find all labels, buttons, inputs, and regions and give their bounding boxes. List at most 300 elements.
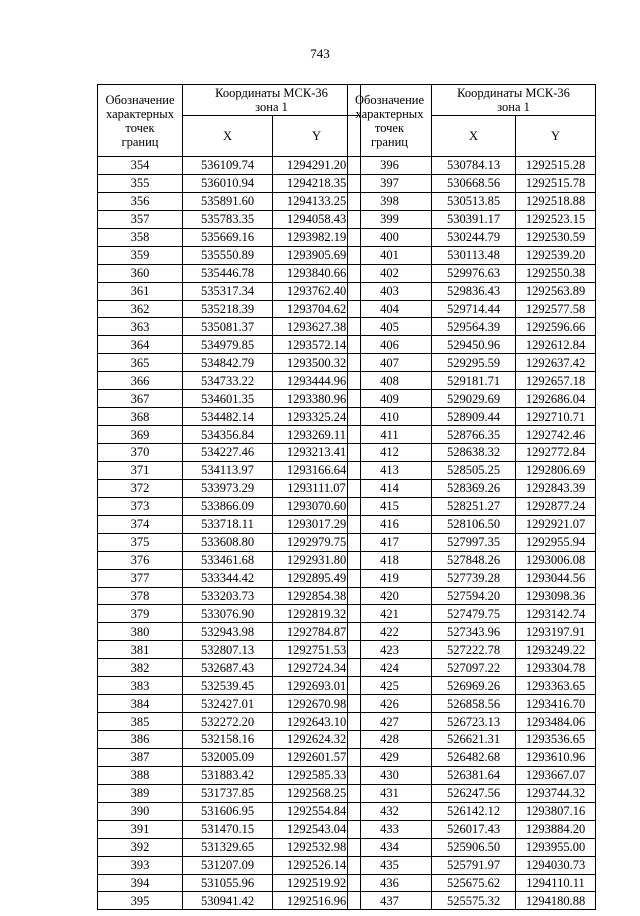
table-row xyxy=(98,874,361,892)
table-row xyxy=(98,784,361,802)
point-number-cell: 356 xyxy=(98,192,183,210)
point-number-cell: 406 xyxy=(348,336,432,354)
x-coordinate-cell: 526969.26 xyxy=(432,677,516,695)
x-coordinate-cell: 530244.79 xyxy=(432,228,516,246)
point-number-cell: 385 xyxy=(98,713,183,731)
point-number-cell: 370 xyxy=(98,444,183,462)
point-number-cell: 419 xyxy=(348,569,432,587)
table-row xyxy=(98,713,361,731)
y-coordinate-cell: 1292530.59 xyxy=(516,228,596,246)
table-row xyxy=(348,856,596,874)
x-coordinate-cell: 533973.29 xyxy=(183,479,273,497)
x-coordinate-cell: 531329.65 xyxy=(183,838,273,856)
y-coordinate-cell: 1292751.53 xyxy=(273,641,361,659)
table-row xyxy=(348,802,596,820)
table-row xyxy=(348,372,596,390)
y-coordinate-cell: 1292921.07 xyxy=(516,515,596,533)
y-coordinate-cell: 1292895.49 xyxy=(273,569,361,587)
y-coordinate-cell: 1293006.08 xyxy=(516,551,596,569)
y-coordinate-cell: 1292518.88 xyxy=(516,192,596,210)
x-coordinate-cell: 525675.62 xyxy=(432,874,516,892)
y-coordinate-cell: 1293807.16 xyxy=(516,802,596,820)
x-coordinate-cell: 529029.69 xyxy=(432,390,516,408)
y-coordinate-cell: 1293098.36 xyxy=(516,587,596,605)
point-number-cell: 374 xyxy=(98,515,183,533)
y-coordinate-cell: 1292979.75 xyxy=(273,533,361,551)
y-coordinate-cell: 1293070.60 xyxy=(273,497,361,515)
y-coordinate-cell: 1293444.96 xyxy=(273,372,361,390)
coordinates-table-right xyxy=(347,84,596,910)
y-coordinate-cell: 1292577.58 xyxy=(516,300,596,318)
y-coordinate-cell: 1293111.07 xyxy=(273,479,361,497)
table-row xyxy=(98,748,361,766)
x-coordinate-cell: 532539.45 xyxy=(183,677,273,695)
x-coordinate-cell: 527479.75 xyxy=(432,605,516,623)
point-number-cell: 402 xyxy=(348,264,432,282)
point-number-cell: 366 xyxy=(98,372,183,390)
point-number-cell: 392 xyxy=(98,838,183,856)
y-coordinate-cell: 1293325.24 xyxy=(273,408,361,426)
point-number-cell: 421 xyxy=(348,605,432,623)
x-coordinate-cell: 533076.90 xyxy=(183,605,273,623)
table-row xyxy=(98,659,361,677)
table-row xyxy=(348,695,596,713)
table-row xyxy=(348,300,596,318)
table-row xyxy=(98,192,361,210)
x-coordinate-cell: 525575.32 xyxy=(432,892,516,910)
table-row xyxy=(348,318,596,336)
x-coordinate-cell: 527848.26 xyxy=(432,551,516,569)
table-row xyxy=(348,210,596,228)
point-number-cell: 428 xyxy=(348,731,432,749)
x-coordinate-cell: 531606.95 xyxy=(183,802,273,820)
x-coordinate-cell: 531737.85 xyxy=(183,784,273,802)
y-coordinate-cell: 1293269.11 xyxy=(273,426,361,444)
y-coordinate-cell: 1292931.80 xyxy=(273,551,361,569)
point-number-cell: 407 xyxy=(348,354,432,372)
table-row xyxy=(98,210,361,228)
table-row xyxy=(98,264,361,282)
x-coordinate-cell: 531207.09 xyxy=(183,856,273,874)
table-row xyxy=(348,820,596,838)
y-coordinate-cell: 1292519.92 xyxy=(273,874,361,892)
x-coordinate-cell: 536109.74 xyxy=(183,157,273,175)
x-coordinate-cell: 526381.64 xyxy=(432,766,516,784)
table-row xyxy=(98,461,361,479)
point-number-cell: 359 xyxy=(98,246,183,264)
y-coordinate-cell: 1292854.38 xyxy=(273,587,361,605)
table-row xyxy=(98,838,361,856)
y-coordinate-cell: 1292670.98 xyxy=(273,695,361,713)
y-coordinate-cell: 1292554.84 xyxy=(273,802,361,820)
point-number-cell: 384 xyxy=(98,695,183,713)
table-row xyxy=(98,444,361,462)
point-number-cell: 401 xyxy=(348,246,432,264)
x-coordinate-cell: 528766.35 xyxy=(432,426,516,444)
y-coordinate-cell: 1292772.84 xyxy=(516,444,596,462)
point-number-cell: 436 xyxy=(348,874,432,892)
x-coordinate-cell: 532943.98 xyxy=(183,623,273,641)
y-coordinate-cell: 1292819.32 xyxy=(273,605,361,623)
x-coordinate-cell: 526621.31 xyxy=(432,731,516,749)
y-coordinate-cell: 1292784.87 xyxy=(273,623,361,641)
table-row xyxy=(348,336,596,354)
point-number-cell: 426 xyxy=(348,695,432,713)
point-number-cell: 368 xyxy=(98,408,183,426)
table-row xyxy=(348,282,596,300)
table-row xyxy=(98,228,361,246)
table-row xyxy=(348,551,596,569)
point-number-cell: 422 xyxy=(348,623,432,641)
point-number-cell: 394 xyxy=(98,874,183,892)
table-row xyxy=(348,748,596,766)
y-coordinate-cell: 1293762.40 xyxy=(273,282,361,300)
x-coordinate-cell: 532272.20 xyxy=(183,713,273,731)
x-coordinate-cell: 536010.94 xyxy=(183,174,273,192)
point-number-cell: 380 xyxy=(98,623,183,641)
table-row xyxy=(98,533,361,551)
table-row xyxy=(98,587,361,605)
point-number-cell: 425 xyxy=(348,677,432,695)
y-coordinate-cell: 1294030.73 xyxy=(516,856,596,874)
y-column-header: Y xyxy=(516,116,596,157)
point-number-cell: 354 xyxy=(98,157,183,175)
table-row xyxy=(98,336,361,354)
point-number-cell: 413 xyxy=(348,461,432,479)
y-coordinate-cell: 1294218.35 xyxy=(273,174,361,192)
point-number-cell: 377 xyxy=(98,569,183,587)
table-row xyxy=(98,677,361,695)
x-coordinate-cell: 528909.44 xyxy=(432,408,516,426)
point-number-cell: 364 xyxy=(98,336,183,354)
x-coordinate-cell: 530391.17 xyxy=(432,210,516,228)
point-number-cell: 411 xyxy=(348,426,432,444)
table-row xyxy=(98,408,361,426)
y-coordinate-cell: 1292877.24 xyxy=(516,497,596,515)
y-coordinate-cell: 1292637.42 xyxy=(516,354,596,372)
x-coordinate-cell: 529714.44 xyxy=(432,300,516,318)
point-number-cell: 434 xyxy=(348,838,432,856)
y-coordinate-cell: 1292955.94 xyxy=(516,533,596,551)
x-coordinate-cell: 527343.96 xyxy=(432,623,516,641)
table-row xyxy=(348,587,596,605)
table-row xyxy=(348,157,596,175)
x-coordinate-cell: 530784.13 xyxy=(432,157,516,175)
table-row xyxy=(98,623,361,641)
y-coordinate-cell: 1293044.56 xyxy=(516,569,596,587)
x-coordinate-cell: 527097.22 xyxy=(432,659,516,677)
y-coordinate-cell: 1292516.96 xyxy=(273,892,361,910)
y-coordinate-cell: 1294180.88 xyxy=(516,892,596,910)
point-number-cell: 386 xyxy=(98,731,183,749)
x-coordinate-cell: 535218.39 xyxy=(183,300,273,318)
point-designation-header: Обозначение характерных точек границ xyxy=(98,85,183,157)
y-coordinate-cell: 1292550.38 xyxy=(516,264,596,282)
point-number-cell: 417 xyxy=(348,533,432,551)
table-row xyxy=(348,569,596,587)
x-coordinate-cell: 533866.09 xyxy=(183,497,273,515)
point-number-cell: 355 xyxy=(98,174,183,192)
table-row xyxy=(348,497,596,515)
x-coordinate-cell: 533718.11 xyxy=(183,515,273,533)
point-number-cell: 396 xyxy=(348,157,432,175)
coordinates-table-left xyxy=(97,84,361,910)
x-coordinate-cell: 529295.59 xyxy=(432,354,516,372)
x-coordinate-cell: 534227.46 xyxy=(183,444,273,462)
y-coordinate-cell: 1294133.25 xyxy=(273,192,361,210)
x-coordinate-cell: 533608.80 xyxy=(183,533,273,551)
point-number-cell: 358 xyxy=(98,228,183,246)
x-coordinate-cell: 535669.16 xyxy=(183,228,273,246)
point-number-cell: 373 xyxy=(98,497,183,515)
table-row xyxy=(348,731,596,749)
x-coordinate-cell: 533461.68 xyxy=(183,551,273,569)
x-coordinate-cell: 530668.56 xyxy=(432,174,516,192)
point-number-cell: 420 xyxy=(348,587,432,605)
y-coordinate-cell: 1293536.65 xyxy=(516,731,596,749)
point-number-cell: 416 xyxy=(348,515,432,533)
x-coordinate-cell: 529976.63 xyxy=(432,264,516,282)
y-coordinate-cell: 1293249.22 xyxy=(516,641,596,659)
x-coordinate-cell: 529181.71 xyxy=(432,372,516,390)
x-coordinate-cell: 530513.85 xyxy=(432,192,516,210)
point-number-cell: 360 xyxy=(98,264,183,282)
y-coordinate-cell: 1292693.01 xyxy=(273,677,361,695)
y-coordinate-cell: 1293572.14 xyxy=(273,336,361,354)
x-coordinate-cell: 533203.73 xyxy=(183,587,273,605)
table-row xyxy=(348,892,596,910)
table-row xyxy=(98,892,361,910)
table-row xyxy=(348,354,596,372)
point-number-cell: 429 xyxy=(348,748,432,766)
point-number-cell: 435 xyxy=(348,856,432,874)
y-coordinate-cell: 1292657.18 xyxy=(516,372,596,390)
y-coordinate-cell: 1293884.20 xyxy=(516,820,596,838)
x-coordinate-cell: 535081.37 xyxy=(183,318,273,336)
y-coordinate-cell: 1292843.39 xyxy=(516,479,596,497)
y-coordinate-cell: 1293982.19 xyxy=(273,228,361,246)
point-number-cell: 375 xyxy=(98,533,183,551)
x-coordinate-cell: 534979.85 xyxy=(183,336,273,354)
point-number-cell: 437 xyxy=(348,892,432,910)
y-coordinate-cell: 1294291.20 xyxy=(273,157,361,175)
y-coordinate-cell: 1292710.71 xyxy=(516,408,596,426)
table-row xyxy=(348,390,596,408)
x-coordinate-cell: 529836.43 xyxy=(432,282,516,300)
x-coordinate-cell: 528369.26 xyxy=(432,479,516,497)
x-coordinate-cell: 533344.42 xyxy=(183,569,273,587)
y-coordinate-cell: 1293197.91 xyxy=(516,623,596,641)
point-number-cell: 365 xyxy=(98,354,183,372)
point-number-cell: 427 xyxy=(348,713,432,731)
point-number-cell: 408 xyxy=(348,372,432,390)
point-number-cell: 383 xyxy=(98,677,183,695)
y-coordinate-cell: 1292543.04 xyxy=(273,820,361,838)
y-coordinate-cell: 1292601.57 xyxy=(273,748,361,766)
y-coordinate-cell: 1293667.07 xyxy=(516,766,596,784)
y-coordinate-cell: 1292612.84 xyxy=(516,336,596,354)
y-coordinate-cell: 1292585.33 xyxy=(273,766,361,784)
x-coordinate-cell: 525906.50 xyxy=(432,838,516,856)
table-row xyxy=(348,174,596,192)
y-coordinate-cell: 1293017.29 xyxy=(273,515,361,533)
x-coordinate-cell: 532158.16 xyxy=(183,731,273,749)
x-coordinate-cell: 526858.56 xyxy=(432,695,516,713)
point-number-cell: 409 xyxy=(348,390,432,408)
x-coordinate-cell: 529564.39 xyxy=(432,318,516,336)
point-number-cell: 430 xyxy=(348,766,432,784)
y-coordinate-cell: 1293500.32 xyxy=(273,354,361,372)
table-row xyxy=(98,497,361,515)
point-number-cell: 367 xyxy=(98,390,183,408)
coordinates-header: Координаты МСК-36 зона 1 xyxy=(432,85,596,116)
y-coordinate-cell: 1292806.69 xyxy=(516,461,596,479)
y-coordinate-cell: 1292563.89 xyxy=(516,282,596,300)
y-coordinate-cell: 1292532.98 xyxy=(273,838,361,856)
point-number-cell: 415 xyxy=(348,497,432,515)
y-coordinate-cell: 1292515.28 xyxy=(516,157,596,175)
table-row xyxy=(98,174,361,192)
y-coordinate-cell: 1293416.70 xyxy=(516,695,596,713)
table-row xyxy=(98,641,361,659)
x-coordinate-cell: 526142.12 xyxy=(432,802,516,820)
point-number-cell: 432 xyxy=(348,802,432,820)
point-number-cell: 369 xyxy=(98,426,183,444)
table-row xyxy=(348,766,596,784)
table-row xyxy=(348,444,596,462)
table-row xyxy=(98,605,361,623)
point-number-cell: 379 xyxy=(98,605,183,623)
x-coordinate-cell: 527222.78 xyxy=(432,641,516,659)
point-number-cell: 399 xyxy=(348,210,432,228)
table-row xyxy=(98,246,361,264)
x-coordinate-cell: 526247.56 xyxy=(432,784,516,802)
point-number-cell: 387 xyxy=(98,748,183,766)
table-row xyxy=(348,264,596,282)
table-row xyxy=(98,766,361,784)
point-number-cell: 381 xyxy=(98,641,183,659)
y-coordinate-cell: 1292643.10 xyxy=(273,713,361,731)
point-number-cell: 398 xyxy=(348,192,432,210)
x-coordinate-cell: 527739.28 xyxy=(432,569,516,587)
table-row xyxy=(98,515,361,533)
x-coordinate-cell: 526723.13 xyxy=(432,713,516,731)
x-coordinate-cell: 535550.89 xyxy=(183,246,273,264)
point-number-cell: 357 xyxy=(98,210,183,228)
x-coordinate-cell: 532687.43 xyxy=(183,659,273,677)
y-coordinate-cell: 1292686.04 xyxy=(516,390,596,408)
table-row xyxy=(98,390,361,408)
x-coordinate-cell: 530113.48 xyxy=(432,246,516,264)
x-coordinate-cell: 531883.42 xyxy=(183,766,273,784)
y-coordinate-cell: 1292526.14 xyxy=(273,856,361,874)
x-coordinate-cell: 532807.13 xyxy=(183,641,273,659)
table-row xyxy=(348,228,596,246)
table-row xyxy=(98,802,361,820)
y-coordinate-cell: 1293304.78 xyxy=(516,659,596,677)
point-number-cell: 391 xyxy=(98,820,183,838)
table-row xyxy=(98,157,361,175)
x-coordinate-cell: 525791.97 xyxy=(432,856,516,874)
table-row xyxy=(348,641,596,659)
point-number-cell: 390 xyxy=(98,802,183,820)
table-row xyxy=(98,856,361,874)
point-number-cell: 397 xyxy=(348,174,432,192)
point-number-cell: 423 xyxy=(348,641,432,659)
x-coordinate-cell: 534842.79 xyxy=(183,354,273,372)
table-row xyxy=(98,426,361,444)
y-coordinate-cell: 1293484.06 xyxy=(516,713,596,731)
x-coordinate-cell: 528638.32 xyxy=(432,444,516,462)
point-number-cell: 412 xyxy=(348,444,432,462)
x-coordinate-cell: 527997.35 xyxy=(432,533,516,551)
point-number-cell: 376 xyxy=(98,551,183,569)
y-coordinate-cell: 1293610.96 xyxy=(516,748,596,766)
y-coordinate-cell: 1293627.38 xyxy=(273,318,361,336)
table-row xyxy=(348,426,596,444)
point-number-cell: 404 xyxy=(348,300,432,318)
y-coordinate-cell: 1292523.15 xyxy=(516,210,596,228)
table-row xyxy=(98,318,361,336)
y-coordinate-cell: 1292539.20 xyxy=(516,246,596,264)
table-row xyxy=(348,784,596,802)
point-number-cell: 433 xyxy=(348,820,432,838)
table-row xyxy=(348,192,596,210)
table-row xyxy=(348,461,596,479)
table-row xyxy=(98,569,361,587)
table-row xyxy=(348,246,596,264)
point-number-cell: 388 xyxy=(98,766,183,784)
y-coordinate-cell: 1293955.00 xyxy=(516,838,596,856)
y-coordinate-cell: 1294110.11 xyxy=(516,874,596,892)
x-coordinate-cell: 534356.84 xyxy=(183,426,273,444)
x-coordinate-cell: 534733.22 xyxy=(183,372,273,390)
x-coordinate-cell: 535317.34 xyxy=(183,282,273,300)
point-designation-header: Обозначение характерных точек границ xyxy=(348,85,432,157)
table-row xyxy=(348,677,596,695)
point-number-cell: 361 xyxy=(98,282,183,300)
y-column-header: Y xyxy=(273,116,361,157)
table-row xyxy=(348,659,596,677)
point-number-cell: 372 xyxy=(98,479,183,497)
x-coordinate-cell: 535783.35 xyxy=(183,210,273,228)
point-number-cell: 393 xyxy=(98,856,183,874)
point-number-cell: 395 xyxy=(98,892,183,910)
point-number-cell: 363 xyxy=(98,318,183,336)
point-number-cell: 400 xyxy=(348,228,432,246)
x-coordinate-cell: 531470.15 xyxy=(183,820,273,838)
coordinates-header: Координаты МСК-36 зона 1 xyxy=(183,85,361,116)
x-coordinate-cell: 527594.20 xyxy=(432,587,516,605)
x-coordinate-cell: 534482.14 xyxy=(183,408,273,426)
point-number-cell: 410 xyxy=(348,408,432,426)
table-row xyxy=(348,838,596,856)
y-coordinate-cell: 1292624.32 xyxy=(273,731,361,749)
table-row xyxy=(348,515,596,533)
table-row xyxy=(98,820,361,838)
table-row xyxy=(98,479,361,497)
table-row xyxy=(98,282,361,300)
point-number-cell: 378 xyxy=(98,587,183,605)
x-coordinate-cell: 535891.60 xyxy=(183,192,273,210)
point-number-cell: 382 xyxy=(98,659,183,677)
table-row xyxy=(348,623,596,641)
point-number-cell: 362 xyxy=(98,300,183,318)
y-coordinate-cell: 1292724.34 xyxy=(273,659,361,677)
table-row xyxy=(98,551,361,569)
y-coordinate-cell: 1293840.66 xyxy=(273,264,361,282)
table-row xyxy=(98,300,361,318)
